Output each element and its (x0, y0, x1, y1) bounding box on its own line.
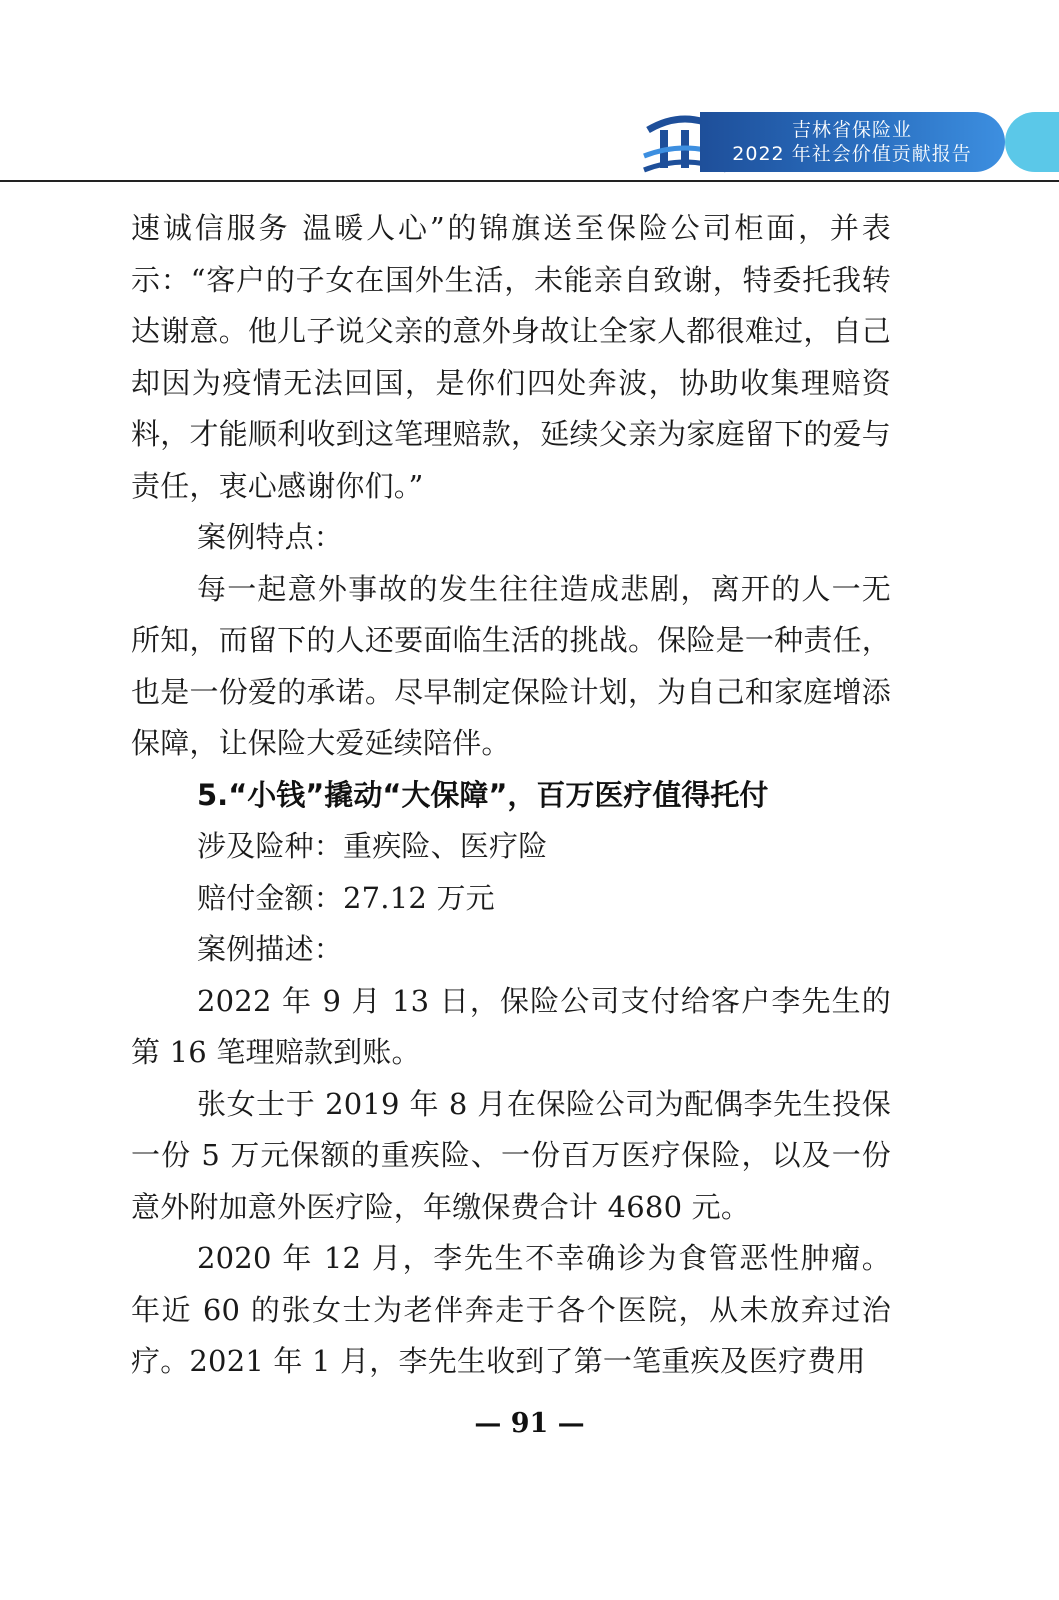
section-heading: 5.“小钱”撬动“大保障”，百万医疗值得托付 (197, 777, 769, 812)
page-number: — 91 — (474, 1408, 585, 1439)
report-title-line2: 2022 年社会价值贡献报告 (732, 143, 972, 165)
header-divider (0, 180, 1059, 182)
paragraph: 速诚信服务 温暖人心”的锦旗送至保险公司柜面，并表示：“客户的子女在国外生活，未能亲自致谢，特委托我转达谢意。他儿子说父亲的意外身故让全家人都很难过，自己却因为疫情无法回国，是你们四处奔波，协助收集理赔资料，才能顺利收到这笔理赔款，延续父亲为家庭留下的爱与责任，衷心感谢你们。” (131, 211, 891, 503)
report-title-line1: 吉林省保险业 (791, 119, 912, 141)
paragraph: 每一起意外事故的发生往往造成悲剧，离开的人一无所知，而留下的人还要面临生活的挑战。保险是一种责任，也是一份爱的承诺。尽早制定保险计划，为自己和家庭增添保障，让保险大爱延续陪伴。 (131, 571, 891, 760)
page-body (131, 203, 891, 1388)
paragraph: 张女士于 2019 年 8 月在保险公司为配偶李先生投保一份 5 万元保额的重疾险、一份百万医疗保险，以及一份意外附加意外医疗险，年缴保费合计 4680 元。 (131, 1086, 891, 1224)
case-feature-label: 案例特点： (197, 520, 344, 554)
page-header (0, 0, 1059, 190)
paragraph: 2022 年 9 月 13 日，保险公司支付给客户李先生的第 16 笔理赔款到账。 (131, 983, 891, 1069)
header-band-cap (1005, 112, 1059, 172)
paragraph: 2020 年 12 月，李先生不幸确诊为食管恶性肿瘤。年近 60 的张女士为老伴奔走于各个医院，从未放弃过治疗。2021 年 1 月，李先生收到了第一笔重疾及医疗费用 (131, 1241, 891, 1378)
insurance-type: 涉及险种：重疾险、医疗险 (197, 829, 548, 863)
report-title (712, 118, 992, 166)
case-description-label: 案例描述： (197, 932, 344, 966)
payout-amount: 赔付金额：27.12 万元 (197, 880, 495, 915)
